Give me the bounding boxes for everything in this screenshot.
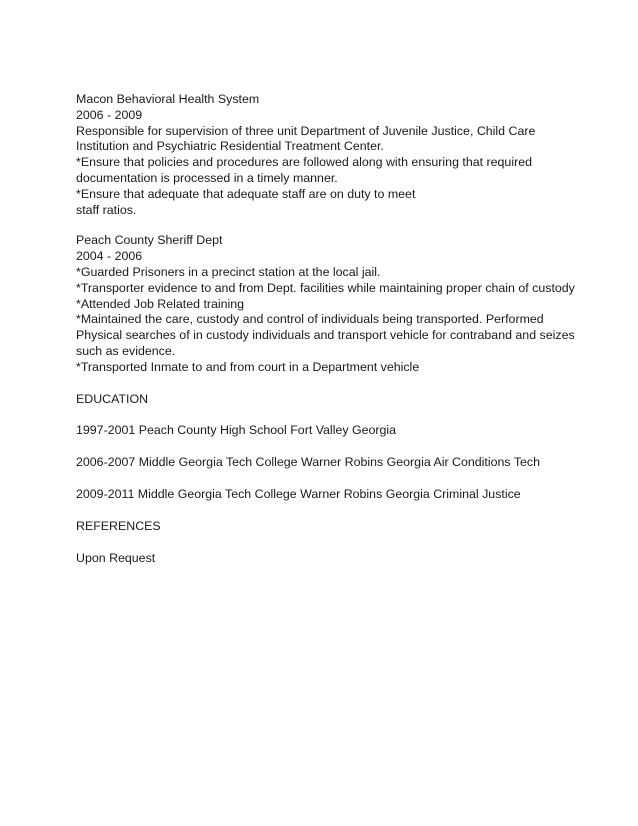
employment-dates: 2006 - 2009 (76, 107, 143, 122)
section-spacer (76, 439, 556, 455)
education-entry: 2009-2011 Middle Georgia Tech College Warner Robins Georgia Criminal Justice (76, 486, 521, 501)
employer-name: Peach County Sheriff Dept (76, 233, 223, 248)
section-spacer (76, 471, 556, 487)
job-description-line: *Transported Inmate to and from court in a Department vehicle (76, 359, 420, 374)
resume-page (76, 92, 575, 566)
references-section (76, 519, 556, 567)
job-description-line: *Guarded Prisoners in a precinct station at the local jail. (76, 264, 381, 279)
job-description-line: Institution and Psychiatric Residential Treatment Center. (76, 139, 384, 154)
employer-name: Macon Behavioral Health System (76, 92, 260, 106)
education-entry: 2006-2007 Middle Georgia Tech College Warner Robins Georgia Air Conditions Tech (76, 455, 540, 470)
section-heading-references: REFERENCES (76, 518, 161, 533)
job-description-line: *Ensure that policies and procedures are followed along with ensuring that required (76, 155, 532, 170)
job-description-line: Physical searches of in custody individuals and transport vehicle for contraband and seizes (76, 328, 575, 343)
section-spacer (76, 503, 556, 519)
job-description-line: *Ensure that adequate that adequate staff are on duty to meet (76, 186, 416, 201)
job-macon-behavioral (76, 92, 556, 218)
job-description-line: staff ratios. (76, 202, 137, 217)
section-spacer (76, 218, 556, 233)
job-description-line: *Transporter evidence to and from Dept. facilities while maintaining proper chain of custody (76, 280, 575, 295)
job-description-line: *Attended Job Related training (76, 296, 245, 311)
section-heading-education: EDUCATION (76, 391, 149, 406)
job-description-line: such as evidence. (76, 343, 176, 358)
section-spacer (76, 376, 556, 392)
education-section (76, 392, 556, 503)
job-peach-county-sheriff (76, 233, 575, 375)
references-text: Upon Request (76, 550, 156, 565)
job-description-line: documentation is processed in a timely manner. (76, 170, 338, 185)
job-description-line: Responsible for supervision of three unit Department of Juvenile Justice, Child Care (76, 123, 536, 138)
education-entry: 1997-2001 Peach County High School Fort Valley Georgia (76, 423, 397, 438)
job-description-line: *Maintained the care, custody and control of individuals being transported. Performed (76, 312, 544, 327)
section-spacer (76, 535, 556, 551)
section-spacer (76, 407, 556, 423)
employment-dates: 2004 - 2006 (76, 249, 143, 264)
